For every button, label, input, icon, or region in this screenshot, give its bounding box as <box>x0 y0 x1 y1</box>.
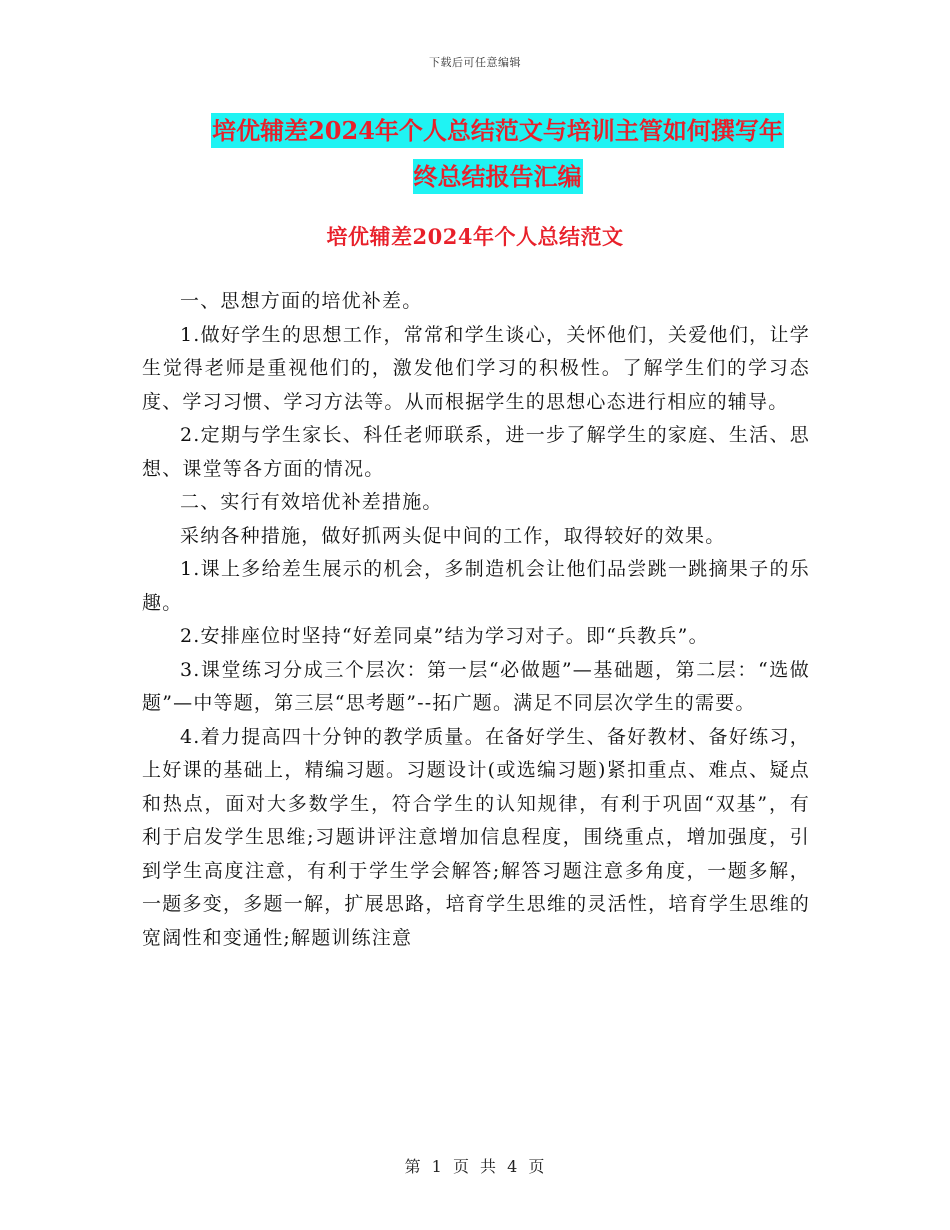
paragraph: 3.课堂练习分成三个层次：第一层“必做题”—基础题，第二层：“选做题”—中等题，第三层“思考题”--拓广题。满足不同层次学生的需要。 <box>142 658 810 714</box>
section-title: 培优辅差2024年个人总结范文 <box>326 224 624 249</box>
paragraph: 4.着力提高四十分钟的教学质量。在备好学生、备好教材、备好练习，上好课的基础上，精编习题。习题设计(或选编习题)紧扣重点、难点、疑点和热点，面对大多数学生，符合学生的认知规律，有利于巩固“双基”，有利于启发学生思维;习题讲评注意增加信息程度，围绕重点，增加强度，引到学生高度注意，有利于学生学会解答;解答习题注意多角度，一题多解，一题多变，多题一解，扩展思路，培育学生思维的灵活性，培育学生思维的宽阔性和变通性;解题训练注意 <box>142 725 810 949</box>
paragraph: 一、思想方面的培优补差。 <box>180 290 423 312</box>
document-title-line-2: 终总结报告汇编 <box>413 159 583 194</box>
page-footer: 第 1 页 共 4 页 <box>404 1157 546 1176</box>
paragraph: 1.课上多给差生展示的机会，多制造机会让他们品尝跳一跳摘果子的乐趣。 <box>142 558 810 614</box>
paragraph: 2.定期与学生家长、科任老师联系，进一步了解学生的家庭、生活、思想、课堂等各方面的情况。 <box>142 424 810 480</box>
document-title <box>140 108 855 200</box>
paragraph: 采纳各种措施，做好抓两头促中间的工作，取得较好的效果。 <box>180 524 726 547</box>
document-title-line-1: 培优辅差2024年个人总结范文与培训主管如何撰写年 <box>211 113 784 148</box>
body-text <box>142 285 810 955</box>
paragraph: 1.做好学生的思想工作，常常和学生谈心，关怀他们，关爱他们，让学生觉得老师是重视他们的，激发他们学习的积极性。了解学生们的学习态度、学习习惯、学习方法等。从而根据学生的思想心态进行相应的辅导。 <box>142 323 810 413</box>
paragraph: 二、实行有效培优补差措施。 <box>180 491 443 513</box>
paragraph: 2.安排座位时坚持“好差同桌”结为学习对子。即“兵教兵”。 <box>180 625 709 647</box>
header-note: 下载后可任意编辑 <box>429 56 521 69</box>
